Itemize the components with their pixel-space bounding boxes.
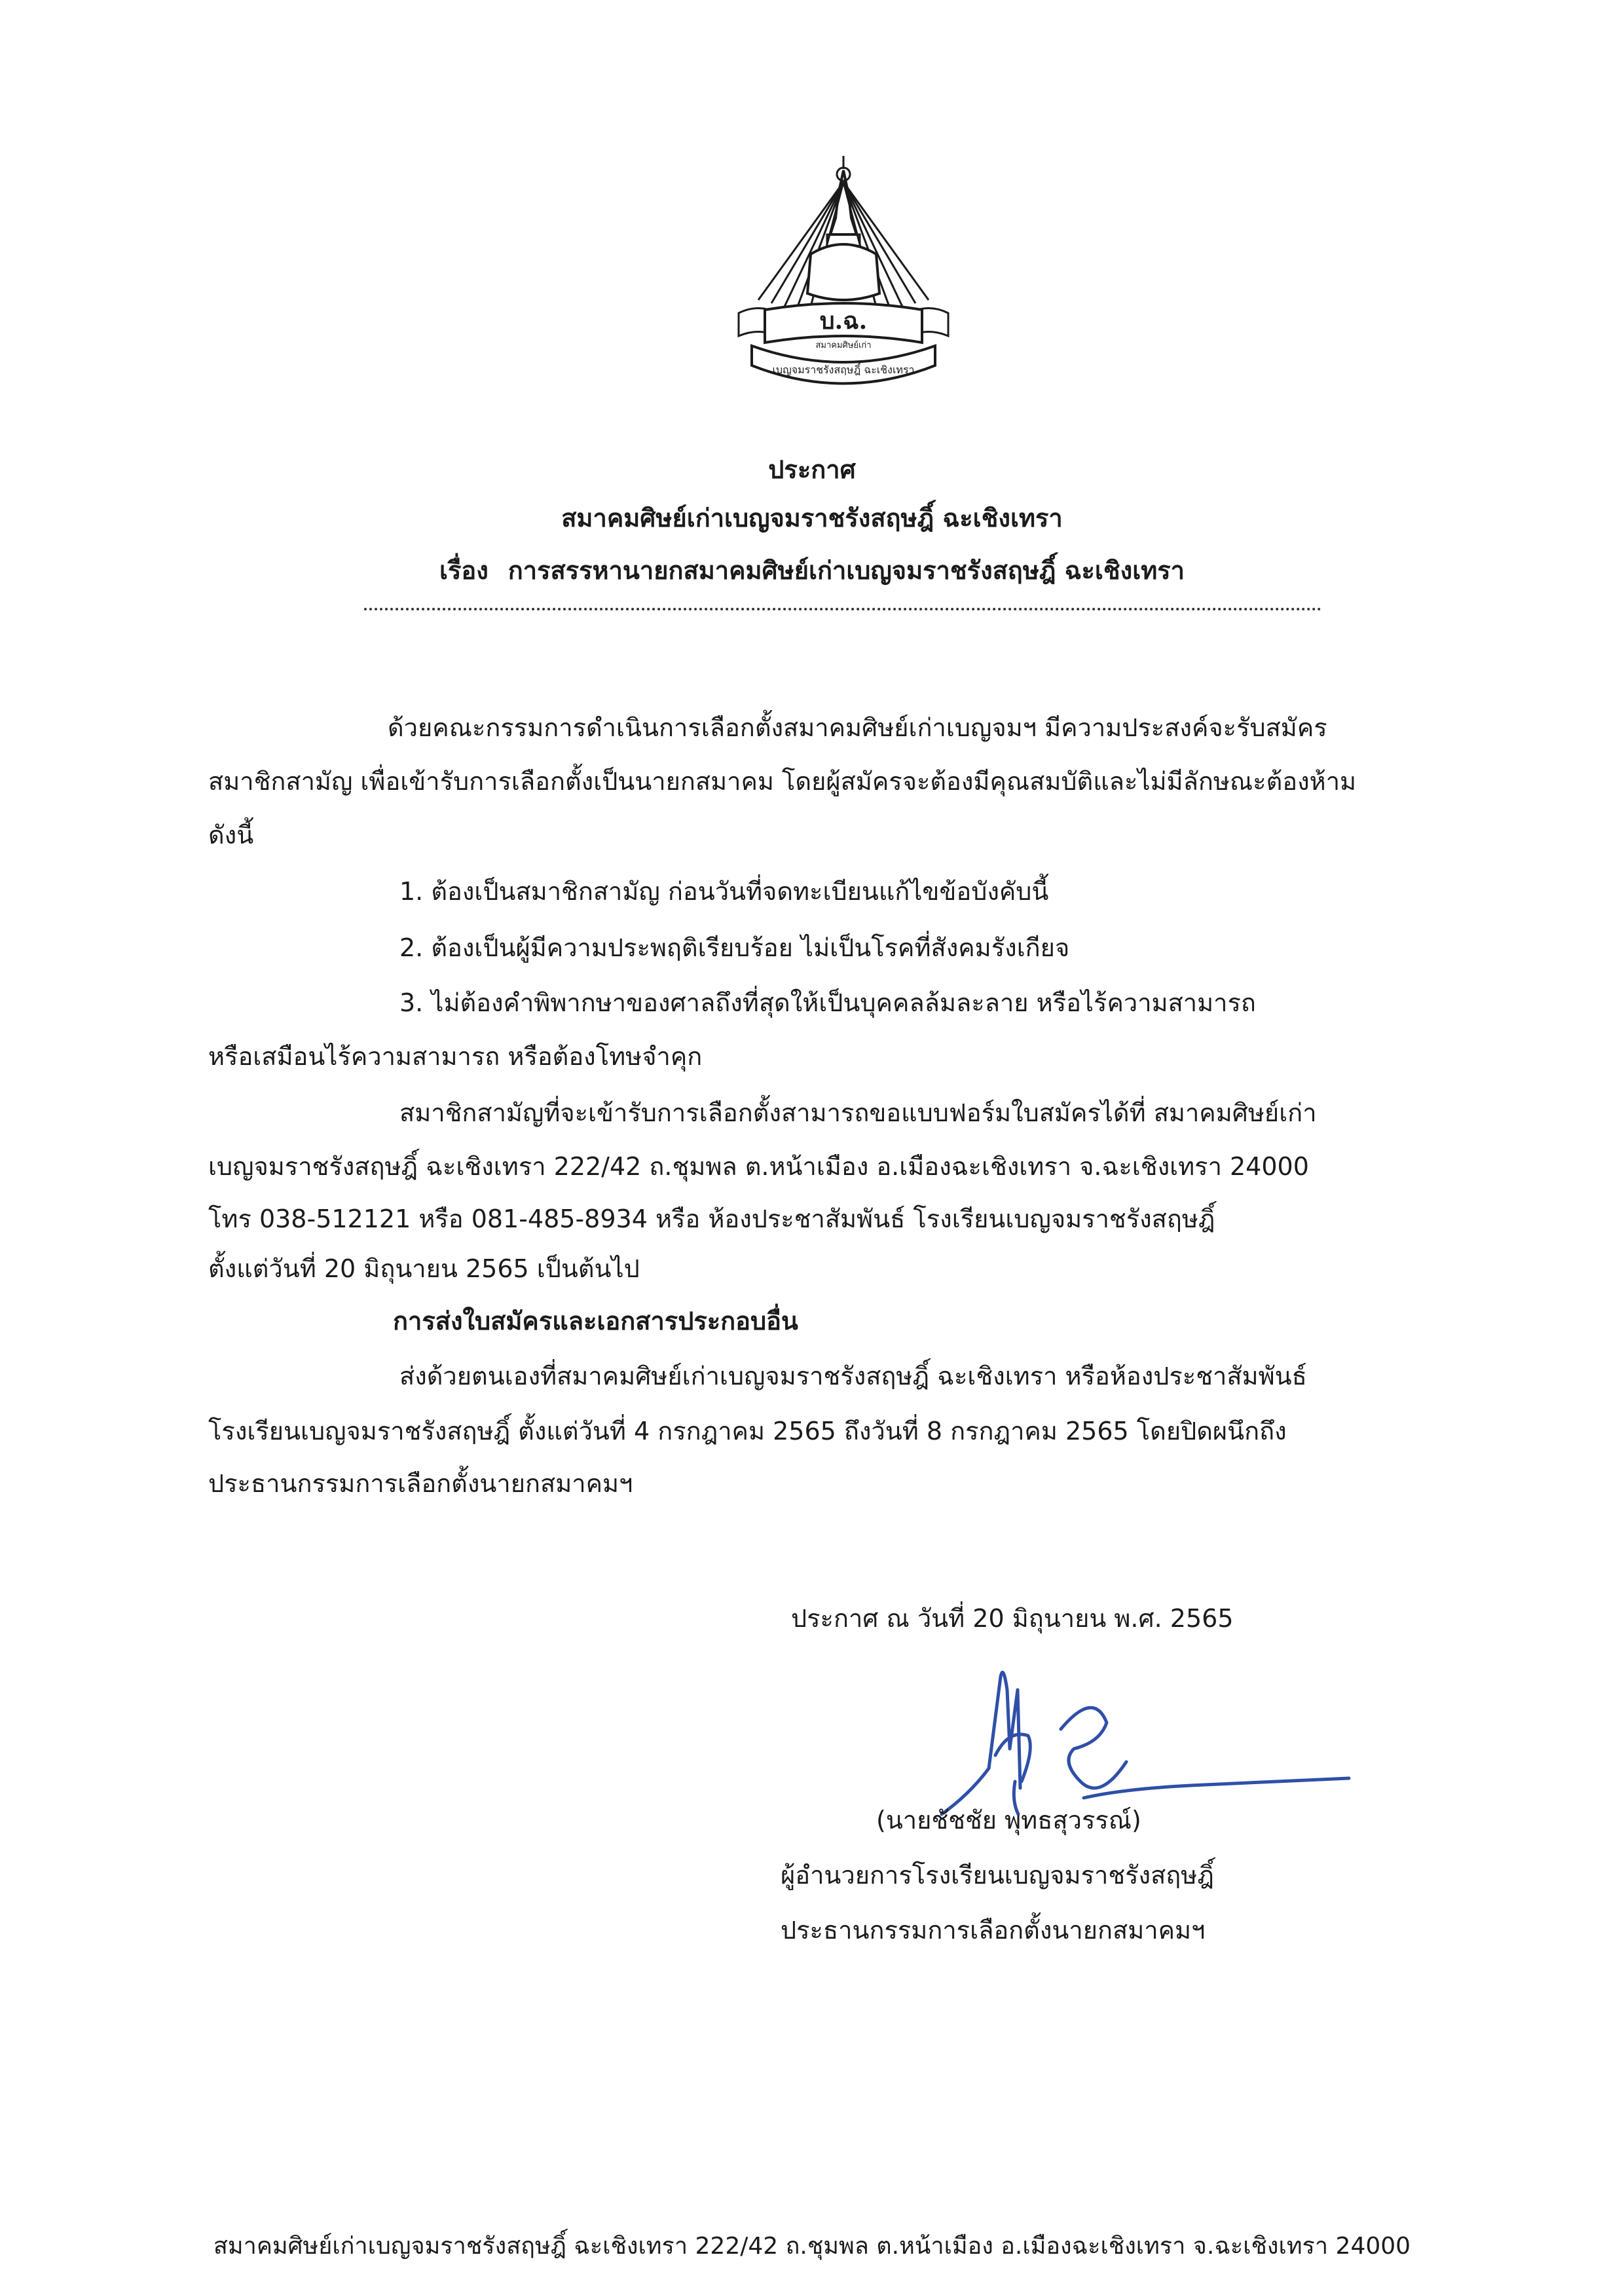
form-line-3: โทร 038-512121 หรือ 081-485-8934 หรือ ห้องประชาสัมพันธ์ โรงเรียนเบญจมราชรังสฤษฎิ์ bbox=[208, 1204, 1215, 1233]
qualification-item-1: 1. ต้องเป็นสมาชิกสามัญ ก่อนวันที่จดทะเบียนแก้ไขข้อบังคับนี้ bbox=[399, 877, 1049, 906]
intro-line-3: ดังนี้ bbox=[208, 821, 254, 849]
form-line-2: เบญจมราชรังสฤษฎิ์ ฉะเชิงเทรา 222/42 ถ.ชุมพล ต.หน้าเมือง อ.เมืองฉะเชิงเทรา จ.ฉะเชิงเทรา 24000 bbox=[208, 1152, 1309, 1181]
organization-heading: สมาคมศิษย์เก่าเบญจมราชรังสฤษฎิ์ ฉะเชิงเทรา bbox=[561, 504, 1063, 532]
handwritten-signature bbox=[930, 1651, 1362, 1827]
subject-text: การสรรหานายกสมาคมศิษย์เก่าเบญจมราชรังสฤษฎิ์ ฉะเชิงเทรา bbox=[507, 556, 1185, 585]
emblem-ribbon-bottom: เบญจมราชรังสฤษฎิ์ ฉะเชิงเทรา bbox=[772, 364, 915, 376]
footer-address: สมาคมศิษย์เก่าเบญจมราชรังสฤษฎิ์ ฉะเชิงเทรา 222/42 ถ.ชุมพล ต.หน้าเมือง อ.เมืองฉะเชิงเทรา จ.ฉะเชิงเทรา 24000 bbox=[213, 2233, 1411, 2260]
dotted-divider bbox=[364, 608, 1321, 610]
signer-title-director: ผู้อำนวยการโรงเรียนเบญจมราชรังสฤษฎิ์ bbox=[781, 1861, 1214, 1890]
submission-line-3: ประธานกรรมการเลือกตั้งนายกสมาคมฯ bbox=[208, 1469, 633, 1498]
subject-heading bbox=[0, 554, 1624, 587]
signer-name: (นายชัชชัย พุทธสุวรรณ์) bbox=[876, 1806, 1141, 1835]
qualification-item-2: 2. ต้องเป็นผู้มีความประพฤติเรียบร้อย ไม่เป็นโรคที่สังคมรังเกียจ bbox=[399, 933, 1070, 962]
emblem-icon bbox=[732, 156, 955, 411]
school-emblem-logo bbox=[732, 156, 955, 411]
form-line-4: ตั้งแต่วันที่ 20 มิถุนายน 2565 เป็นต้นไป bbox=[208, 1254, 640, 1283]
submission-heading: การส่งใบสมัครและเอกสารประกอบอื่น bbox=[393, 1307, 798, 1335]
signature-icon bbox=[930, 1651, 1362, 1827]
intro-line-2: สมาชิกสามัญ เพื่อเข้ารับการเลือกตั้งเป็นนายกสมาคม โดยผู้สมัครจะต้องมีคุณสมบัติและไม่มีลักษณะต้องห้าม bbox=[208, 767, 1357, 796]
form-line-1: สมาชิกสามัญที่จะเข้ารับการเลือกตั้งสามารถขอแบบฟอร์มใบสมัครได้ที่ สมาคมศิษย์เก่า bbox=[399, 1098, 1317, 1127]
emblem-ribbon-top: สมาคมศิษย์เก่า bbox=[815, 341, 872, 350]
emblem-initials: บ.ฉ. bbox=[819, 307, 868, 335]
announcement-date: ประกาศ ณ วันที่ 20 มิถุนายน พ.ศ. 2565 bbox=[791, 1604, 1234, 1633]
qualification-item-3-continued: หรือเสมือนไร้ความสามารถ หรือต้องโทษจำคุก bbox=[208, 1042, 703, 1071]
signer-title-chairman: ประธานกรรมการเลือกตั้งนายกสมาคมฯ bbox=[781, 1916, 1206, 1945]
document-type-heading: ประกาศ bbox=[768, 455, 856, 484]
submission-line-2: โรงเรียนเบญจมราชรังสฤษฎิ์ ตั้งแต่วันที่ 4 กรกฎาคม 2565 ถึงวันที่ 8 กรกฎาคม 2565 โดยปิดผนึกถึง bbox=[208, 1417, 1287, 1446]
submission-line-1: ส่งด้วยตนเองที่สมาคมศิษย์เก่าเบญจมราชรังสฤษฎิ์ ฉะเชิงเทรา หรือห้องประชาสัมพันธ์ bbox=[399, 1362, 1307, 1390]
intro-line-1: ด้วยคณะกรรมการดำเนินการเลือกตั้งสมาคมศิษย์เก่าเบญจมฯ มีความประสงค์จะรับสมัคร bbox=[388, 713, 1327, 742]
subject-label: เรื่อง bbox=[439, 556, 489, 585]
qualification-item-3: 3. ไม่ต้องคำพิพากษาของศาลถึงที่สุดให้เป็นบุคคลล้มละลาย หรือไร้ความสามารถ bbox=[399, 988, 1256, 1017]
